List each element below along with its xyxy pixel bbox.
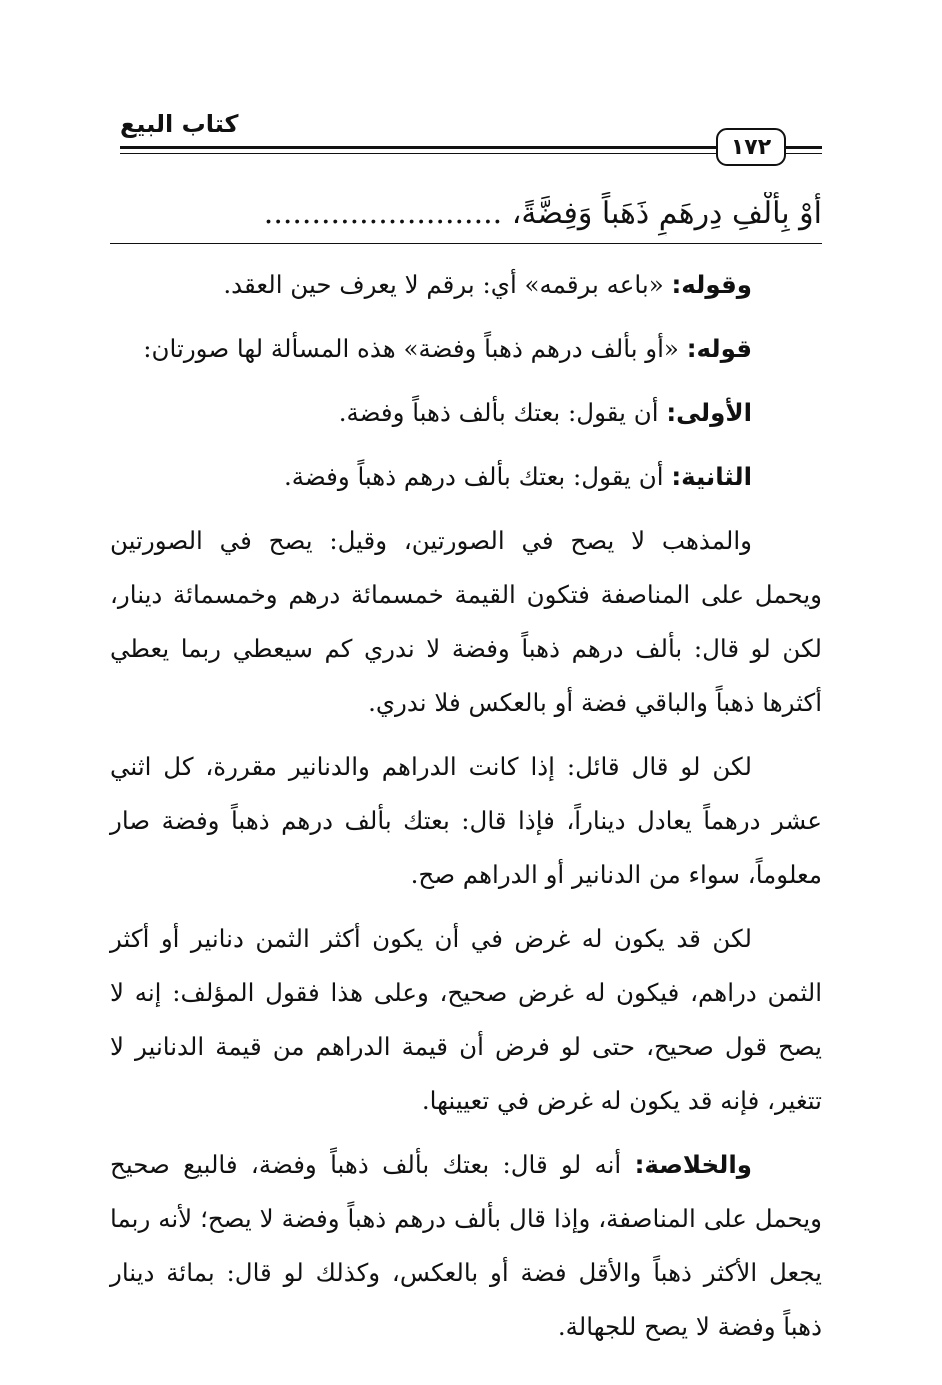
matn-divider	[110, 243, 822, 244]
paragraph-label: والخلاصة:	[634, 1150, 752, 1179]
paragraph-text: والمذهب لا يصح في الصورتين، وقيل: يصح في الصورتين ويحمل على المناصفة فتكون القيمة خمسمائة درهم وخمسمائة دينار، لكن لو قال: بألف درهم ذهباً وفضة لا ندري كم سيعطي ربما يعطي أكثرها ذهباً والباقي فضة أو بالعكس فلا ندري.	[110, 526, 822, 717]
paragraph-label: الأولى:	[666, 398, 752, 427]
header-rule-left-bottom	[120, 153, 716, 154]
page-number: ١٧٢	[716, 128, 786, 166]
paragraph-text: أن يقول: بعتك بألف ذهباً وفضة.	[338, 398, 659, 427]
paragraph-label: قوله:	[686, 334, 752, 363]
paragraph-text: «باعه برقمه» أي: برقم لا يعرف حين العقد.	[223, 270, 664, 299]
header-rule-left-top	[120, 146, 716, 149]
paragraph-purpose	[110, 912, 822, 1128]
paragraph-label: الثانية:	[671, 462, 752, 491]
commentary-body	[110, 258, 822, 1364]
paragraph-text: أن يقول: بعتك بألف درهم ذهباً وفضة.	[283, 462, 664, 491]
paragraph-text: لكن قد يكون له غرض في أن يكون أكثر الثمن دنانير أو أكثر الثمن دراهم، فيكون له غرض صحيح، وعلى هذا فقول المؤلف: إنه لا يصح قول صحيح، حتى لو فرض أن قيمة الدراهم من قيمة الدنانير لا تتغير، فإنه قد يكون له غرض في تعيينها.	[110, 924, 822, 1115]
paragraph-summary	[110, 1138, 822, 1354]
paragraph-label: وقوله:	[671, 270, 752, 299]
running-header-title: كتاب البيع	[120, 110, 239, 138]
header-rule-right-bottom	[782, 153, 822, 154]
header-rule-right-top	[782, 146, 822, 149]
paragraph-first-form	[110, 386, 822, 440]
paragraph-text: «أو بألف درهم ذهباً وفضة» هذه المسألة لها صورتان:	[143, 334, 679, 363]
matn-text: أَوْ بِأَلْفِ دِرهَمٍ ذَهَباً وَفِضَّةً، .........................	[263, 196, 822, 231]
paragraph-qawluhu	[110, 322, 822, 376]
paragraph-text: أنه لو قال: بعتك بألف ذهباً وفضة، فالبيع صحيح ويحمل على المناصفة، وإذا قال بألف درهم ذهباً وفضة لا يصح؛ لأنه ربما يجعل الأكثر ذهباً والأقل فضة أو بالعكس، وكذلك لو قال: بمائة دينار ذهباً وفضة لا يصح للجهالة.	[110, 1150, 822, 1341]
paragraph-text: لكن لو قال قائل: إذا كانت الدراهم والدنانير مقررة، كل اثني عشر درهماً يعادل ديناراً، فإذا قال: بعتك بألف درهم ذهباً وفضة صار معلوماً، سواء من الدنانير أو الدراهم صح.	[110, 752, 822, 889]
paragraph-raqm	[110, 258, 822, 312]
paragraph-objection	[110, 740, 822, 902]
paragraph-madhhab	[110, 514, 822, 730]
paragraph-second-form	[110, 450, 822, 504]
